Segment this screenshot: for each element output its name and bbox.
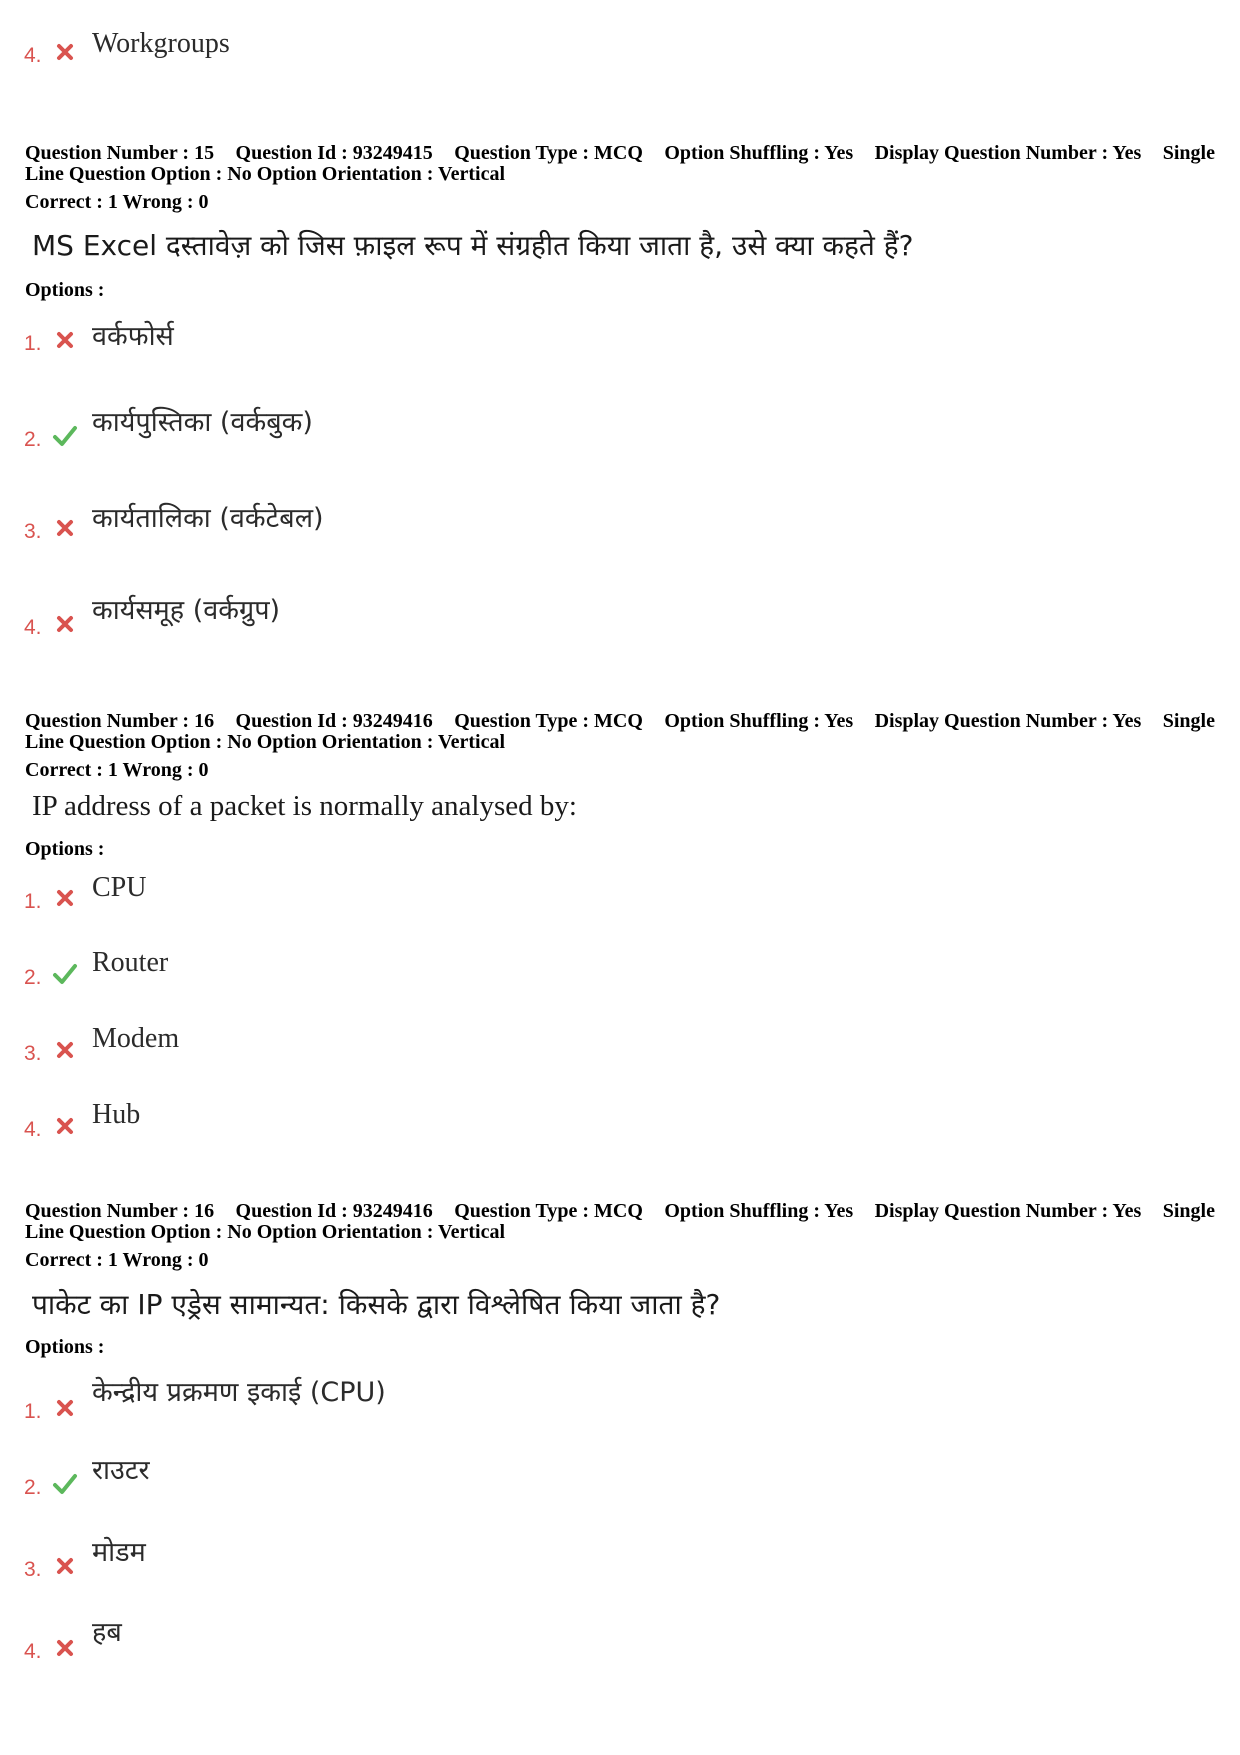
option-text: केन्द्रीय प्रक्रमण इकाई (CPU)	[92, 1377, 386, 1408]
meta-option-shuffling: Option Shuffling : Yes	[664, 710, 854, 732]
option-number: 1.	[24, 1400, 42, 1423]
wrong-mark-icon	[52, 1037, 78, 1063]
score-line: Correct : 1 Wrong : 0	[25, 1249, 209, 1271]
option-number: 3.	[24, 1558, 42, 1581]
question-text: पाकेट का IP एड्रेस सामान्यत: किसके द्वारा विश्लेषित किया जाता है?	[32, 1288, 721, 1321]
wrong-mark-icon	[52, 1553, 78, 1579]
option-text: कार्यपुस्तिका (वर्कबुक)	[92, 407, 313, 438]
wrong-mark-icon	[52, 885, 78, 911]
meta-display-number: Display Question Number : Yes	[874, 1200, 1142, 1222]
score-line: Correct : 1 Wrong : 0	[25, 759, 209, 781]
meta-display-number: Display Question Number : Yes	[874, 710, 1142, 732]
meta-question-id: Question Id : 93249416	[235, 1200, 433, 1222]
meta-question-id: Question Id : 93249415	[235, 142, 433, 164]
check-mark-icon	[52, 1471, 78, 1497]
option-text: Hub	[92, 1099, 141, 1130]
options-label: Options :	[25, 838, 105, 860]
option-number: 2.	[24, 966, 42, 989]
option-number: 1.	[24, 332, 42, 355]
wrong-mark-icon	[52, 39, 78, 65]
wrong-mark-icon	[52, 611, 78, 637]
option-number: 2.	[24, 1476, 42, 1499]
option-text: वर्कफोर्स	[92, 321, 174, 352]
meta-question-number: Question Number : 15	[25, 142, 215, 164]
option-number: 1.	[24, 890, 42, 913]
check-mark-icon	[52, 961, 78, 987]
option-text: कार्यसमूह (वर्कग्रुप)	[92, 595, 281, 626]
option-number: 3.	[24, 520, 42, 543]
meta-question-number: Question Number : 16	[25, 710, 215, 732]
question-text: MS Excel दस्तावेज़ को जिस फ़ाइल रूप में संग्रहीत किया जाता है, उसे क्या कहते हैं?	[32, 229, 914, 262]
option-number: 4.	[24, 1640, 42, 1663]
option-text: मोडम	[92, 1537, 146, 1568]
meta-question-type: Question Type : MCQ	[454, 710, 643, 732]
meta-single: Single	[1162, 142, 1215, 164]
option-text: राउटर	[92, 1455, 150, 1486]
question-text: IP address of a packet is normally analysed by:	[32, 790, 577, 822]
option-number: 4.	[24, 1118, 42, 1141]
meta-single: Single	[1162, 1200, 1215, 1222]
option-number: 2.	[24, 428, 42, 451]
wrong-mark-icon	[52, 1635, 78, 1661]
wrong-mark-icon	[52, 1395, 78, 1421]
option-number: 4.	[24, 44, 42, 67]
meta-display-number: Display Question Number : Yes	[874, 142, 1142, 164]
meta-question-type: Question Type : MCQ	[454, 142, 643, 164]
wrong-mark-icon	[52, 515, 78, 541]
option-text: Router	[92, 947, 169, 978]
option-number: 4.	[24, 616, 42, 639]
option-text: Workgroups	[92, 28, 230, 59]
wrong-mark-icon	[52, 327, 78, 353]
meta-question-number: Question Number : 16	[25, 1200, 215, 1222]
meta-line-2: Line Question Option : No Option Orientation : Vertical	[25, 1221, 506, 1243]
check-mark-icon	[52, 423, 78, 449]
meta-question-id: Question Id : 93249416	[235, 710, 433, 732]
option-text: कार्यतालिका (वर्कटेबल)	[92, 503, 324, 534]
options-label: Options :	[25, 1336, 105, 1358]
score-line: Correct : 1 Wrong : 0	[25, 191, 209, 213]
meta-line-2: Line Question Option : No Option Orientation : Vertical	[25, 731, 506, 753]
meta-option-shuffling: Option Shuffling : Yes	[664, 142, 854, 164]
question-meta	[25, 1201, 1215, 1243]
meta-option-shuffling: Option Shuffling : Yes	[664, 1200, 854, 1222]
question-meta	[25, 711, 1215, 753]
meta-question-type: Question Type : MCQ	[454, 1200, 643, 1222]
option-text: CPU	[92, 872, 147, 903]
meta-single: Single	[1162, 710, 1215, 732]
option-text: हब	[92, 1617, 122, 1648]
wrong-mark-icon	[52, 1113, 78, 1139]
options-label: Options :	[25, 279, 105, 301]
question-meta	[25, 143, 1215, 185]
option-text: Modem	[92, 1023, 180, 1054]
meta-line-2: Line Question Option : No Option Orientation : Vertical	[25, 163, 506, 185]
option-number: 3.	[24, 1042, 42, 1065]
